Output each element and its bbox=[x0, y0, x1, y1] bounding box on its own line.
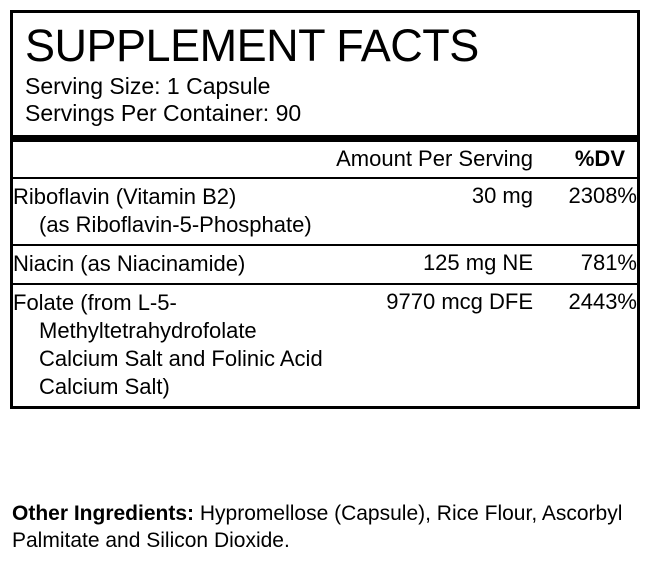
other-ingredients-text: Hypromellose (Capsule), Rice Flour, Ascorbyl Palmitate and Silicon Dioxide. bbox=[12, 502, 623, 552]
nutrient-name: Niacin (as Niacinamide) bbox=[13, 251, 246, 276]
page-title: SUPPLEMENT FACTS bbox=[25, 20, 479, 71]
table-row bbox=[13, 245, 637, 284]
header-spacer bbox=[13, 142, 336, 178]
nutrient-name: Folate (from L-5- bbox=[13, 290, 177, 315]
serving-size: Serving Size: 1 Capsule bbox=[25, 73, 271, 99]
other-ingredients bbox=[10, 500, 640, 554]
nutrient-dv: 2443% bbox=[533, 284, 637, 406]
nutrient-name-cell bbox=[13, 284, 336, 406]
table-header-row bbox=[13, 142, 637, 178]
nutrient-name-cell bbox=[13, 178, 336, 245]
other-ingredients-label: Other Ingredients: bbox=[12, 502, 195, 525]
nutrient-name: Riboflavin (Vitamin B2) bbox=[13, 184, 237, 209]
nutrition-table bbox=[13, 142, 637, 406]
serving-info bbox=[13, 73, 637, 131]
nutrient-subtext: Methyltetrahydrofolate Calcium Salt and Folinic Acid Calcium Salt) bbox=[39, 318, 323, 399]
nutrient-amount: 30 mg bbox=[336, 178, 533, 245]
nutrient-amount: 125 mg NE bbox=[336, 245, 533, 284]
nutrient-subtext: (as Riboflavin-5-Phosphate) bbox=[39, 212, 312, 237]
table-row bbox=[13, 178, 637, 245]
table-row bbox=[13, 284, 637, 406]
divider-thick-top bbox=[13, 135, 637, 142]
supplement-facts-panel bbox=[10, 10, 640, 409]
nutrient-dv: 781% bbox=[533, 245, 637, 284]
nutrient-name-cell bbox=[13, 245, 336, 284]
servings-per-container: Servings Per Container: 90 bbox=[25, 100, 302, 126]
nutrient-dv: 2308% bbox=[533, 178, 637, 245]
header-amount-per-serving: Amount Per Serving bbox=[336, 146, 533, 171]
header-daily-value: %DV bbox=[574, 146, 625, 171]
nutrient-amount: 9770 mcg DFE bbox=[336, 284, 533, 406]
